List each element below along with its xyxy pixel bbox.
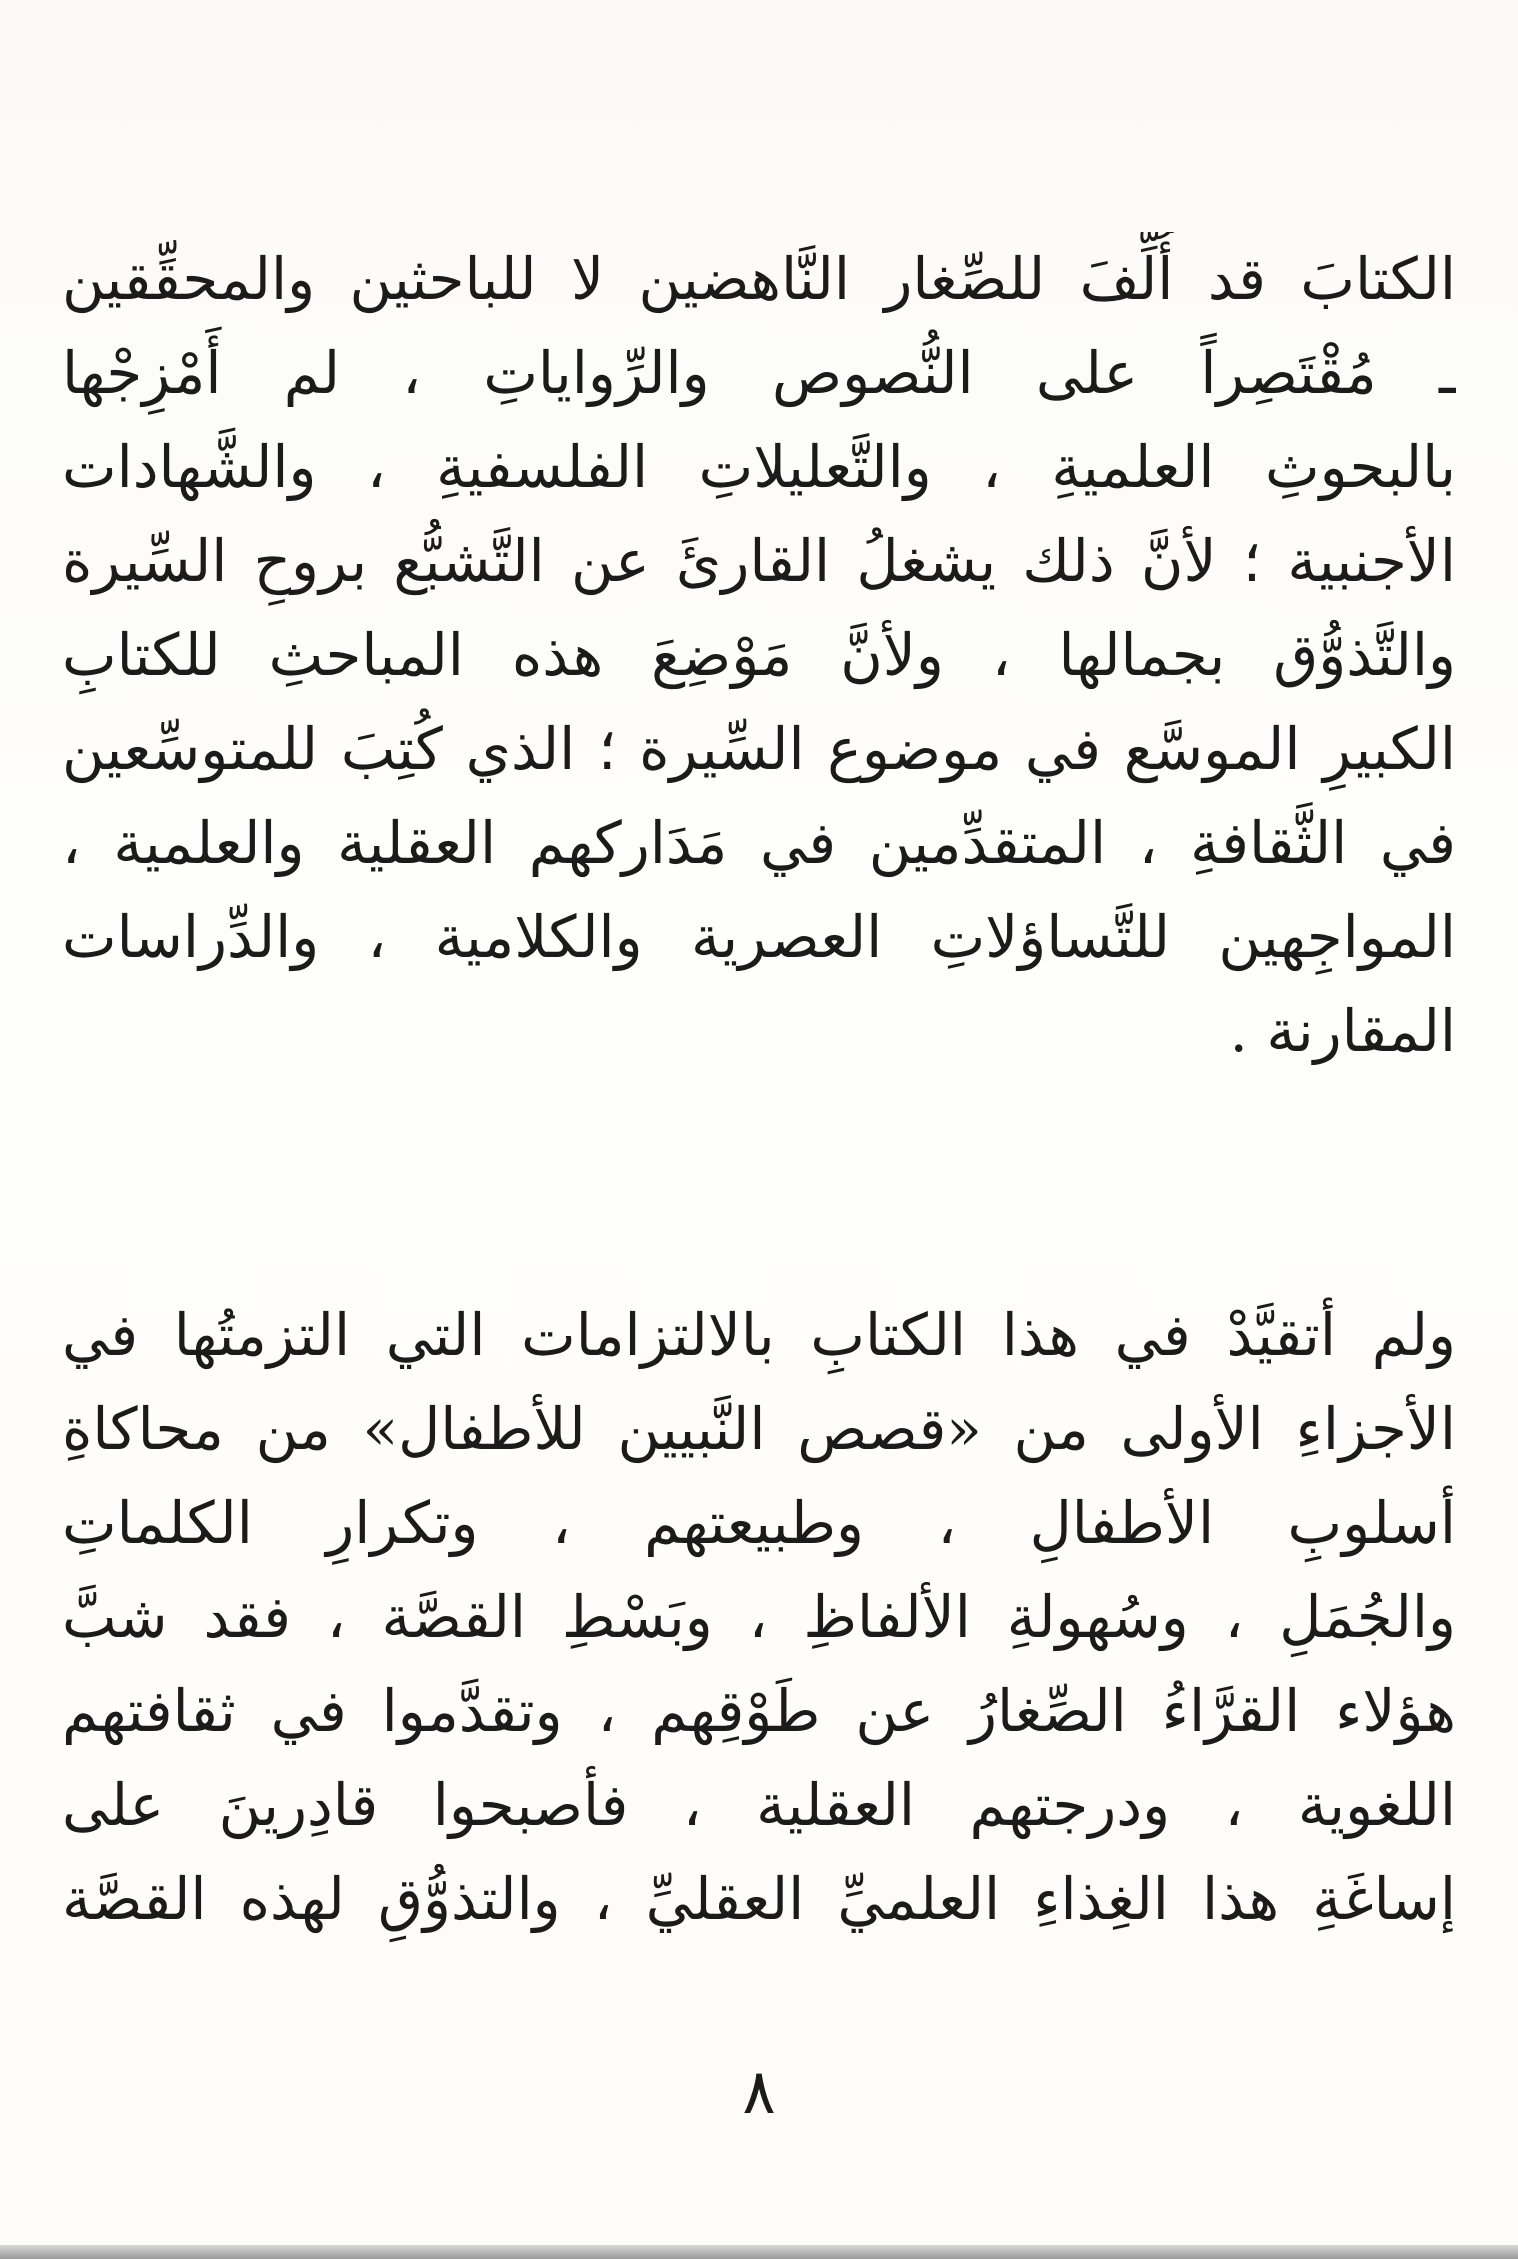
text-line: اللغوية ، ودرجتهم العقلية ، فأصبحوا قادِرينَ على — [62, 1771, 1456, 1839]
page-number: ٨ — [742, 2055, 776, 2128]
text-line: المواجِهين للتَّساؤلاتِ العصرية والكلامية ، والدِّراسات — [62, 903, 1456, 971]
text-line: ـ مُقْتَصِراً على النُّصوص والرِّواياتِ ، لم أَمْزِجْها — [62, 339, 1456, 407]
text-line: إساغَةِ هذا الغِذاءِ العلميِّ العقليِّ ، والتذوُّقِ لهذه القصَّة — [62, 1865, 1456, 1933]
text-line: في الثَّقافةِ ، المتقدِّمين في مَدَاركهم العقلية والعلمية ، — [62, 809, 1456, 877]
text-line: الأجزاءِ الأولى من «قصص النَّبيين للأطفال» من محاكاةِ — [62, 1395, 1456, 1463]
text-line: الكبيرِ الموسَّع في موضوع السِّيرة ؛ الذي كُتِبَ للمتوسِّعين — [62, 715, 1456, 783]
text-line-last: المقارنة . — [1229, 997, 1456, 1065]
text-line: بالبحوثِ العلميةِ ، والتَّعليلاتِ الفلسفيةِ ، والشَّهادات — [62, 433, 1456, 501]
text-line: ولم أتقيَّدْ في هذا الكتابِ بالالتزامات التي التزمتُها في — [62, 1301, 1456, 1369]
text-line: الكتابَ قد أُلِّفَ للصِّغار النَّاهضين لا للباحثين والمحقِّقين — [62, 245, 1456, 313]
text-line: والجُمَلِ ، وسُهولةِ الألفاظِ ، وبَسْطِ القصَّة ، فقد شبَّ — [62, 1583, 1456, 1651]
text-line: الأجنبية ؛ لأنَّ ذلك يشغلُ القارئَ عن التَّشبُّع بروحِ السِّيرة — [62, 527, 1456, 595]
paragraph-2 — [62, 1288, 1456, 1946]
text-line: أسلوبِ الأطفالِ ، وطبيعتهم ، وتكرارِ الكلماتِ — [62, 1489, 1456, 1557]
text-line: والتَّذوُّق بجمالها ، ولأنَّ مَوْضِعَ هذه المباحثِ للكتابِ — [62, 621, 1456, 689]
page-bottom-edge — [0, 2245, 1518, 2259]
text-line: هؤلاء القرَّاءُ الصِّغارُ عن طَوْقِهم ، وتقدَّموا في ثقافتهم — [62, 1677, 1456, 1745]
paragraph-1 — [62, 232, 1456, 1078]
